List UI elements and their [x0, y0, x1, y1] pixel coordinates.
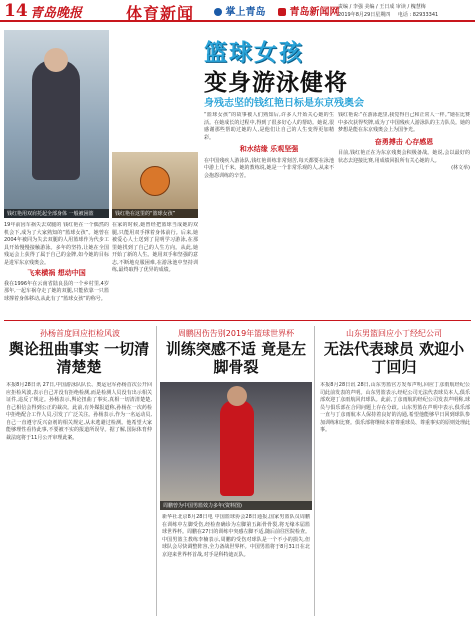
story4-kicker: 山东男篮回应小丁经纪公司	[346, 329, 442, 338]
lead-col-4: 钱红艳说:“在游泳池里,我觉得自己和正常人一样。”她在比赛中多次获得奖牌,成为了中国残疾人游泳队的主力队员。她的梦想是能在东京残奥会上为国争光。 奋勇搏击 心存感恩 目前,钱红艳正在为东京残奥会积极备战。她说,会以最好的状态去迎接比赛,用成绩回报所有关心她的人。 (林文举)	[338, 112, 470, 171]
section-divider	[4, 320, 471, 321]
story2-body: 本报8月28日讯 27日,中国游泳队队长、奥运冠军孙杨首次公开回应拒检风波,表示自己并没有拒绝检测,而是检测人员没有出示相关证件,违反了规定。孙杨表示,舆论扭曲了事实,真相一切清清楚楚,自己相信会得到公正的裁决。此前,有外媒报道称,孙杨在一次药检中拒绝配合工作人员,引发了广泛关注。孙杨表示,作为一名运动员,自己一直遵守反兴奋剂的相关规定,从未逃避过检测。他希望大家能够理性看待此事,不要被不实的报道所误导。据了解,国际体育仲裁法庭将于11月公开审理此案。	[6, 382, 152, 441]
story3-photo	[160, 382, 312, 510]
lead-sub-3: 奋勇搏击 心存感恩	[374, 137, 434, 146]
lead-col-2: 在家的时候,她曾经把篮球当成她的双腿,只能用双手撑着身体前行。后来,她被爱心人士送到了昆明学习游泳,在那里她找到了自己的人生方向。从此,她开始了新的人生。她用双手和坚强的意志,不断地克服困难,在游泳池中坚持训练,最终取得了优异的成绩。	[112, 222, 198, 273]
lead-col-3: “篮球女孩”的故事被人们熟知后,许多人开始关心她的生活。在她成长的过程中,得到了很多好心人的帮助。她说,很感谢那些帮助过她的人,是他们让自己的人生变得更加精彩。 和水结缘 乐观坚强 在中国残疾人游泳队,钱红艳训练非常刻苦,每天都要在泳池中游上几千米。她的教练说,她是一个非常乐观的人,从来不会抱怨训练的辛苦。	[204, 112, 334, 179]
site-logo-icon	[278, 8, 286, 16]
app-logo-icon	[214, 8, 222, 16]
lead-photo-1	[4, 30, 109, 218]
photo-1-caption: 钱红艳用双肩托起全部身体 一般被困篮	[4, 209, 109, 218]
player-head	[227, 386, 247, 406]
col-divider-2	[314, 326, 315, 616]
story3-photo-caption: 周鹏曾为中国男篮效力多年(资料图)	[160, 501, 312, 510]
paper-name: 青岛晚报	[30, 6, 83, 21]
lead-col-1: 19年前因车祸失去双腿的 钱红艳在一个偶然的机会下,成为了大家熟知的“篮球女孩”。她曾在2004年被同为失去双腿的人用篮球作为代步工具开始慢慢接触游泳。多年的坚持,让她在全国残运会上获得了属于自己的金牌,如今她的目标是进军东京残奥会。 飞来横祸 想动中国 我在1996年在云南省陆良县的一个乡村里,4岁那年,一起车祸夺走了她的双腿,只能依靠一只篮球撑着身体移动,从此有了“篮球女孩”的称号。	[4, 222, 109, 302]
story4-body: 本报8月28日讯 28日,山东男篮官方发布声明,回应丁彦雨航经纪公司此前发表的声明。山东男篮表示,经纪公司无法代表球员本人,俱乐部欢迎丁彦雨航回归球队。此前,丁彦雨航的经纪公司发表声明称,球员与俱乐部在合同问题上存在分歧。山东男篮在声明中表示,俱乐部一直与丁彦雨航本人保持着良好的沟通,希望他能够早日回到球队参加训练和比赛。俱乐部将继续本着尊重球员、尊重事实的原则处理此事。	[320, 382, 470, 433]
col-divider-1	[156, 326, 157, 616]
app-logo: 掌上青岛	[214, 3, 265, 18]
lead-kicker: 篮球女孩	[204, 40, 304, 66]
swimmer-figure	[32, 60, 80, 180]
basketball-icon	[140, 166, 170, 196]
photo-2-caption: 钱红艳在这里的“篮球女孩”	[112, 209, 198, 218]
lead-photo-2	[112, 152, 198, 218]
page-number: 14	[4, 1, 28, 21]
lead-sub-2: 和水结缘 乐观坚强	[239, 145, 299, 153]
player-figure	[220, 400, 254, 496]
section-title: 体育新闻	[126, 4, 195, 23]
date-line: 2019年8月29日星期四 电话 : 82933341	[338, 12, 439, 18]
editor-line: 责编 / 李强 美编 / 王日成 审读 / 槐慧梅	[338, 4, 426, 10]
story2-kicker: 孙杨首度回应拒检风波	[40, 329, 120, 338]
story3-headline: 训练突感不适 竟是左脚骨裂	[165, 340, 307, 376]
story3-body: 新华社北京8月28日电 中国篮球协会28日通报,国家男篮队员周鹏在训练中左脚受伤,经检查确诊为左脚第五跖骨骨裂,将无缘本届篮球世界杯。周鹏在27日的训练中突感左脚不适,随后前往医院检查。中国男篮主教练李楠表示,周鹏的受伤对球队是一个不小的损失,但球队会尽快调整阵容,全力备战世界杯。中国男篮将于8月31日在北京迎来世界杯首战,对手是科特迪瓦队。	[162, 514, 310, 558]
story2-headline: 舆论扭曲事实 一切清清楚楚	[8, 340, 150, 376]
lead-sub-1: 飞来横祸 想动中国	[27, 269, 86, 277]
lead-subtitle: 身残志坚的钱红艳日标是东京残奥会	[204, 98, 364, 109]
swimmer-head	[44, 48, 68, 72]
lead-headline: 变身游泳健将	[204, 69, 348, 96]
story4-headline: 无法代表球员 欢迎小丁回归	[323, 340, 465, 376]
story3-kicker: 周鹏因伤告别2019年篮球世界杯	[177, 329, 295, 338]
lead-byline: (林文举)	[451, 165, 470, 171]
site-logo: 青岛新闻网	[278, 3, 339, 18]
